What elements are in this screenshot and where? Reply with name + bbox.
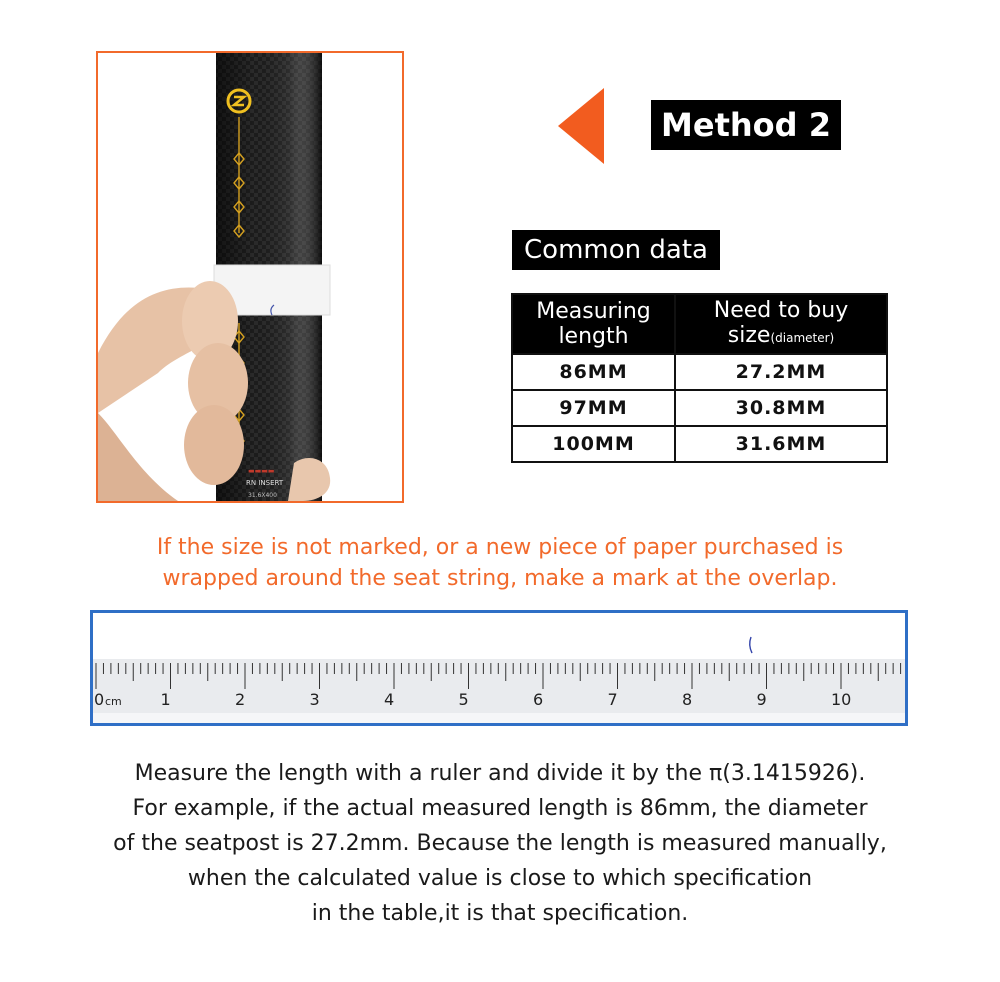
seatpost-text: RN INSERT <box>246 479 284 487</box>
header-need-to-buy-size: Need to buy size(diameter) <box>675 294 887 354</box>
ruler-number: 3 <box>309 690 320 709</box>
table-row <box>512 390 887 426</box>
ruler-number: 7 <box>607 690 618 709</box>
table-row <box>512 426 887 462</box>
ruler-number: 8 <box>682 690 693 709</box>
cell-length: 86MM <box>512 354 675 390</box>
table-row <box>512 354 887 390</box>
seatpost-size-text: 31.6X400 <box>248 492 277 499</box>
ruler-number: 0 <box>94 690 105 709</box>
arrow-left-icon <box>558 88 604 164</box>
seatpost-red-text: ▬▬▬▬ <box>248 467 275 475</box>
ruler-number: 10 <box>831 690 852 709</box>
paper-strip <box>93 613 905 659</box>
cell-length: 100MM <box>512 426 675 462</box>
size-table <box>511 293 888 463</box>
table-header-row <box>512 294 887 354</box>
cell-length: 97MM <box>512 390 675 426</box>
ruler-number: 2 <box>235 690 246 709</box>
ruler-number: 6 <box>533 690 544 709</box>
explanation-text: Measure the length with a ruler and divide it by the π(3.1415926). For example, if the actual measured length is 86mm, the diameter of the seatpost is 27.2mm. Because the length is measured manually, when the calculated value is close to which specification in the table,it is that specification. <box>113 761 887 926</box>
ruler-photo <box>90 610 908 726</box>
cell-size: 31.6MM <box>675 426 887 462</box>
header-measuring-length: Measuring length <box>512 294 675 354</box>
ruler-number: 4 <box>384 690 395 709</box>
cell-size: 27.2MM <box>675 354 887 390</box>
instruction-note: If the size is not marked, or a new piece of paper purchased is wrapped around the seat string, make a mark at the overlap. <box>156 535 844 591</box>
ruler-number: 5 <box>458 690 469 709</box>
cell-size: 30.8MM <box>675 390 887 426</box>
ruler-number: 1 <box>160 690 171 709</box>
seatpost-photo <box>96 51 404 503</box>
method-title: Method 2 <box>651 100 841 150</box>
ruler-unit-label: cm <box>105 695 122 708</box>
common-data-title: Common data <box>512 230 720 270</box>
ruler-number: 9 <box>756 690 767 709</box>
